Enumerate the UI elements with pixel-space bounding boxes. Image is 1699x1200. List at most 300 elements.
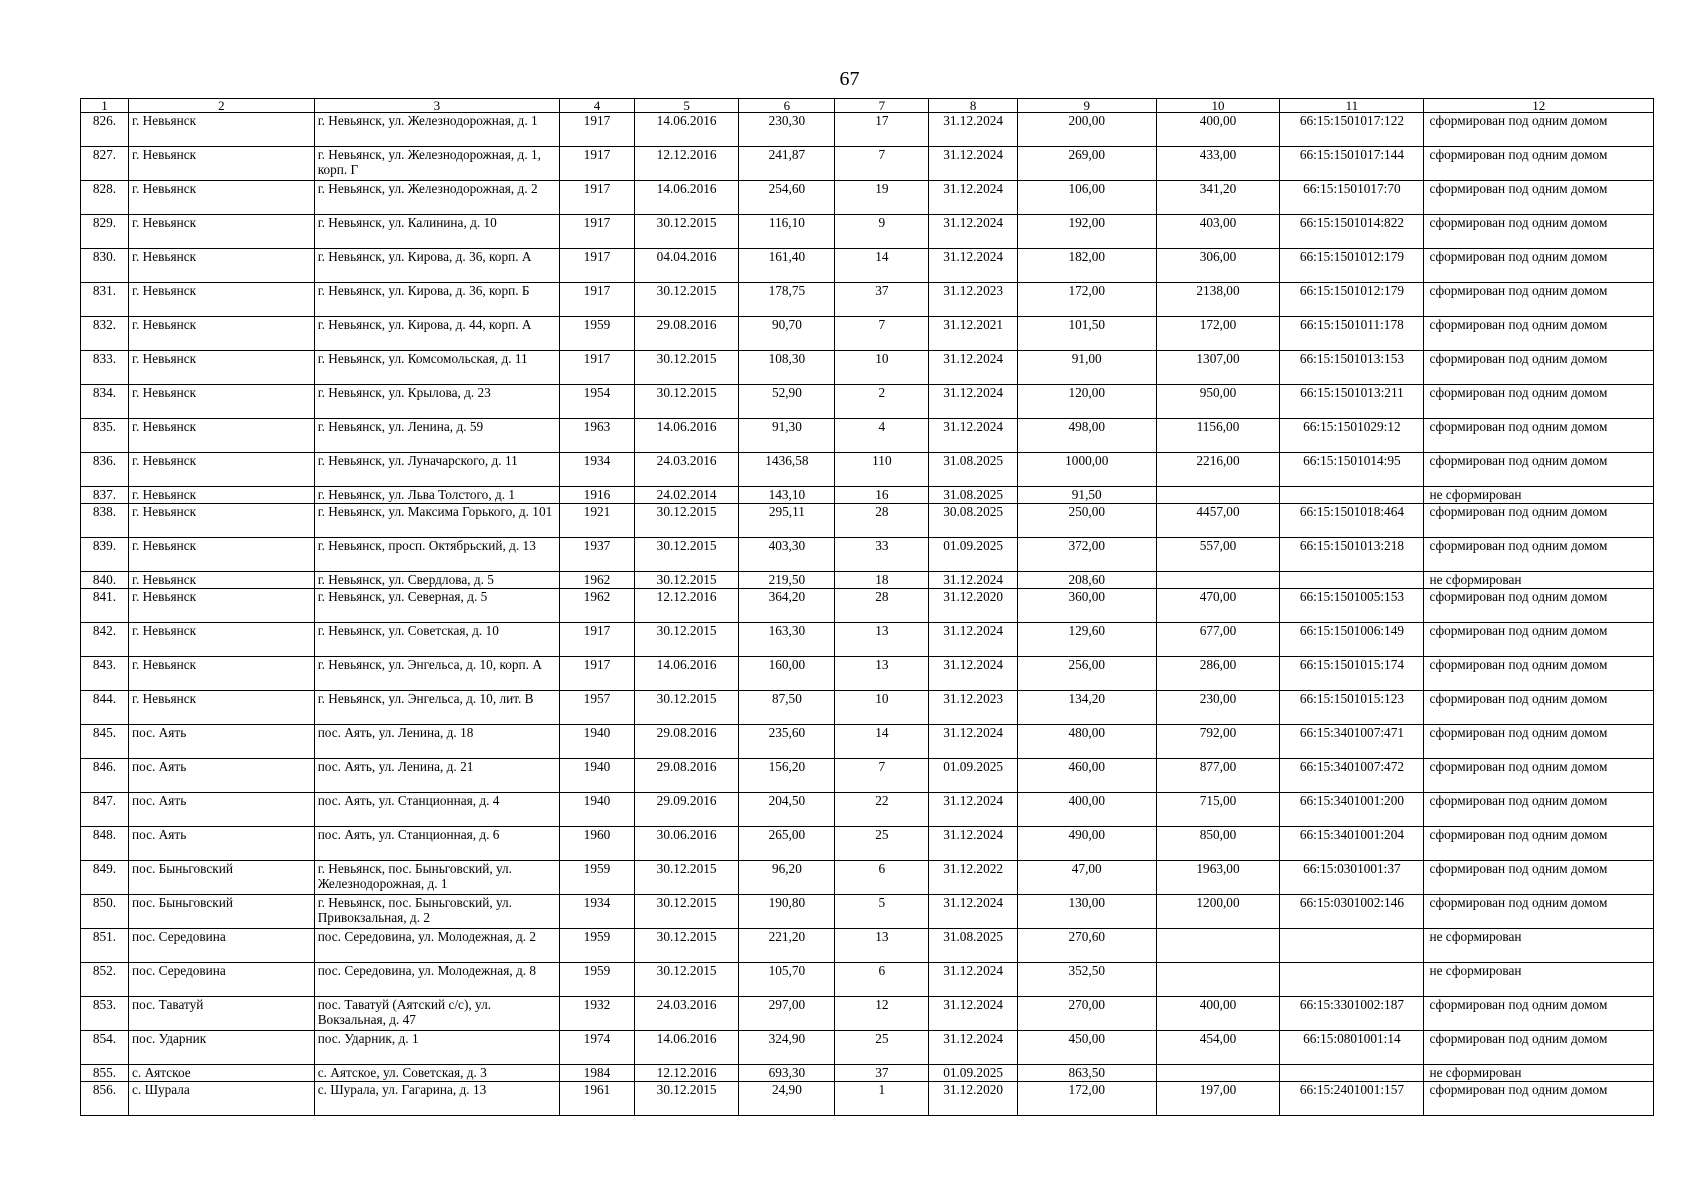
date-cell: 30.12.2015 bbox=[634, 572, 739, 589]
date-cell: 29.08.2016 bbox=[634, 725, 739, 759]
year-cell: 1940 bbox=[560, 759, 635, 793]
area-cell: 241,87 bbox=[739, 147, 835, 181]
status-cell: сформирован под одним домом bbox=[1424, 793, 1654, 827]
column-10-cell: 470,00 bbox=[1156, 589, 1280, 623]
row-number: 842. bbox=[81, 623, 129, 657]
column-9-cell: 250,00 bbox=[1017, 504, 1156, 538]
area-cell: 324,90 bbox=[739, 1031, 835, 1065]
count-cell: 14 bbox=[835, 725, 929, 759]
housing-table bbox=[80, 98, 1654, 1116]
count-cell: 4 bbox=[835, 419, 929, 453]
row-number: 837. bbox=[81, 487, 129, 504]
column-10-cell bbox=[1156, 1065, 1280, 1082]
table-row bbox=[81, 657, 1654, 691]
year-cell: 1961 bbox=[560, 1082, 635, 1116]
status-cell: сформирован под одним домом bbox=[1424, 504, 1654, 538]
column-10-cell bbox=[1156, 929, 1280, 963]
column-10-cell bbox=[1156, 963, 1280, 997]
address-cell: г. Невьянск, ул. Кирова, д. 44, корп. А bbox=[314, 317, 559, 351]
page-number: 67 bbox=[839, 68, 860, 90]
address-cell: пос. Аять, ул. Ленина, д. 21 bbox=[314, 759, 559, 793]
cadastral-number-cell: 66:15:1501013:218 bbox=[1280, 538, 1424, 572]
date-cell: 30.06.2016 bbox=[634, 827, 739, 861]
deadline-cell: 31.12.2024 bbox=[929, 623, 1018, 657]
settlement-cell: г. Невьянск bbox=[129, 147, 315, 181]
column-10-cell: 715,00 bbox=[1156, 793, 1280, 827]
deadline-cell: 31.08.2025 bbox=[929, 453, 1018, 487]
area-cell: 693,30 bbox=[739, 1065, 835, 1082]
table-row bbox=[81, 623, 1654, 657]
row-number: 843. bbox=[81, 657, 129, 691]
status-cell: сформирован под одним домом bbox=[1424, 113, 1654, 147]
row-number: 850. bbox=[81, 895, 129, 929]
date-cell: 29.08.2016 bbox=[634, 317, 739, 351]
address-cell: пос. Аять, ул. Станционная, д. 4 bbox=[314, 793, 559, 827]
year-cell: 1917 bbox=[560, 147, 635, 181]
column-10-cell: 1200,00 bbox=[1156, 895, 1280, 929]
row-number: 853. bbox=[81, 997, 129, 1031]
column-10-cell: 4457,00 bbox=[1156, 504, 1280, 538]
count-cell: 18 bbox=[835, 572, 929, 589]
address-cell: пос. Таватуй (Аятский с/с), ул. Вокзальная, д. 47 bbox=[314, 997, 559, 1031]
deadline-cell: 01.09.2025 bbox=[929, 759, 1018, 793]
column-9-cell: 91,50 bbox=[1017, 487, 1156, 504]
column-9-cell: 134,20 bbox=[1017, 691, 1156, 725]
column-10-cell: 433,00 bbox=[1156, 147, 1280, 181]
address-cell: г. Невьянск, ул. Советская, д. 10 bbox=[314, 623, 559, 657]
row-number: 849. bbox=[81, 861, 129, 895]
date-cell: 24.02.2014 bbox=[634, 487, 739, 504]
year-cell: 1959 bbox=[560, 317, 635, 351]
area-cell: 108,30 bbox=[739, 351, 835, 385]
address-cell: г. Невьянск, ул. Кирова, д. 36, корп. Б bbox=[314, 283, 559, 317]
row-number: 841. bbox=[81, 589, 129, 623]
year-cell: 1917 bbox=[560, 623, 635, 657]
count-cell: 12 bbox=[835, 997, 929, 1031]
column-10-cell: 877,00 bbox=[1156, 759, 1280, 793]
area-cell: 96,20 bbox=[739, 861, 835, 895]
column-9-cell: 1000,00 bbox=[1017, 453, 1156, 487]
row-number: 829. bbox=[81, 215, 129, 249]
count-cell: 14 bbox=[835, 249, 929, 283]
column-header: 5 bbox=[634, 99, 739, 113]
column-10-cell: 197,00 bbox=[1156, 1082, 1280, 1116]
deadline-cell: 31.12.2024 bbox=[929, 793, 1018, 827]
count-cell: 7 bbox=[835, 317, 929, 351]
cadastral-number-cell: 66:15:0801001:14 bbox=[1280, 1031, 1424, 1065]
column-9-cell: 270,00 bbox=[1017, 997, 1156, 1031]
deadline-cell: 31.12.2021 bbox=[929, 317, 1018, 351]
status-cell: не сформирован bbox=[1424, 487, 1654, 504]
area-cell: 295,11 bbox=[739, 504, 835, 538]
area-cell: 219,50 bbox=[739, 572, 835, 589]
column-9-cell: 460,00 bbox=[1017, 759, 1156, 793]
deadline-cell: 31.12.2022 bbox=[929, 861, 1018, 895]
cadastral-number-cell: 66:15:1501029:12 bbox=[1280, 419, 1424, 453]
date-cell: 29.09.2016 bbox=[634, 793, 739, 827]
cadastral-number-cell: 66:15:3401001:200 bbox=[1280, 793, 1424, 827]
column-10-cell: 454,00 bbox=[1156, 1031, 1280, 1065]
status-cell: сформирован под одним домом bbox=[1424, 725, 1654, 759]
date-cell: 30.12.2015 bbox=[634, 351, 739, 385]
area-cell: 403,30 bbox=[739, 538, 835, 572]
column-10-cell: 403,00 bbox=[1156, 215, 1280, 249]
cadastral-number-cell: 66:15:1501015:174 bbox=[1280, 657, 1424, 691]
area-cell: 1436,58 bbox=[739, 453, 835, 487]
year-cell: 1934 bbox=[560, 895, 635, 929]
year-cell: 1962 bbox=[560, 572, 635, 589]
row-number: 826. bbox=[81, 113, 129, 147]
row-number: 834. bbox=[81, 385, 129, 419]
year-cell: 1962 bbox=[560, 589, 635, 623]
date-cell: 30.12.2015 bbox=[634, 691, 739, 725]
date-cell: 14.06.2016 bbox=[634, 657, 739, 691]
table-row bbox=[81, 419, 1654, 453]
area-cell: 90,70 bbox=[739, 317, 835, 351]
count-cell: 7 bbox=[835, 759, 929, 793]
row-number: 839. bbox=[81, 538, 129, 572]
table-row bbox=[81, 997, 1654, 1031]
deadline-cell: 31.12.2023 bbox=[929, 691, 1018, 725]
settlement-cell: г. Невьянск bbox=[129, 317, 315, 351]
column-10-cell: 2138,00 bbox=[1156, 283, 1280, 317]
address-cell: г. Невьянск, ул. Железнодорожная, д. 2 bbox=[314, 181, 559, 215]
cadastral-number-cell: 66:15:0301001:37 bbox=[1280, 861, 1424, 895]
settlement-cell: с. Шурала bbox=[129, 1082, 315, 1116]
count-cell: 5 bbox=[835, 895, 929, 929]
status-cell: сформирован под одним домом bbox=[1424, 759, 1654, 793]
settlement-cell: пос. Таватуй bbox=[129, 997, 315, 1031]
column-10-cell: 950,00 bbox=[1156, 385, 1280, 419]
table-row bbox=[81, 929, 1654, 963]
year-cell: 1917 bbox=[560, 181, 635, 215]
date-cell: 29.08.2016 bbox=[634, 759, 739, 793]
address-cell: пос. Середовина, ул. Молодежная, д. 2 bbox=[314, 929, 559, 963]
year-cell: 1957 bbox=[560, 691, 635, 725]
column-10-cell: 341,20 bbox=[1156, 181, 1280, 215]
row-number: 855. bbox=[81, 1065, 129, 1082]
cadastral-number-cell: 66:15:1501012:179 bbox=[1280, 249, 1424, 283]
address-cell: г. Невьянск, ул. Крылова, д. 23 bbox=[314, 385, 559, 419]
year-cell: 1917 bbox=[560, 249, 635, 283]
column-header: 4 bbox=[560, 99, 635, 113]
date-cell: 30.12.2015 bbox=[634, 504, 739, 538]
cadastral-number-cell: 66:15:1501017:70 bbox=[1280, 181, 1424, 215]
row-number: 830. bbox=[81, 249, 129, 283]
row-number: 844. bbox=[81, 691, 129, 725]
count-cell: 37 bbox=[835, 1065, 929, 1082]
cadastral-number-cell: 66:15:2401001:157 bbox=[1280, 1082, 1424, 1116]
column-10-cell: 306,00 bbox=[1156, 249, 1280, 283]
cadastral-number-cell bbox=[1280, 929, 1424, 963]
row-number: 852. bbox=[81, 963, 129, 997]
column-10-cell: 557,00 bbox=[1156, 538, 1280, 572]
deadline-cell: 31.12.2024 bbox=[929, 657, 1018, 691]
cadastral-number-cell: 66:15:1501018:464 bbox=[1280, 504, 1424, 538]
column-header: 8 bbox=[929, 99, 1018, 113]
cadastral-number-cell: 66:15:1501017:122 bbox=[1280, 113, 1424, 147]
settlement-cell: г. Невьянск bbox=[129, 572, 315, 589]
settlement-cell: г. Невьянск bbox=[129, 691, 315, 725]
settlement-cell: г. Невьянск bbox=[129, 351, 315, 385]
count-cell: 25 bbox=[835, 1031, 929, 1065]
deadline-cell: 31.12.2024 bbox=[929, 572, 1018, 589]
table-row bbox=[81, 181, 1654, 215]
settlement-cell: пос. Аять bbox=[129, 759, 315, 793]
cadastral-number-cell: 66:15:3301002:187 bbox=[1280, 997, 1424, 1031]
area-cell: 364,20 bbox=[739, 589, 835, 623]
column-9-cell: 47,00 bbox=[1017, 861, 1156, 895]
column-10-cell: 1307,00 bbox=[1156, 351, 1280, 385]
count-cell: 10 bbox=[835, 691, 929, 725]
year-cell: 1960 bbox=[560, 827, 635, 861]
deadline-cell: 31.12.2024 bbox=[929, 997, 1018, 1031]
address-cell: с. Шурала, ул. Гагарина, д. 13 bbox=[314, 1082, 559, 1116]
deadline-cell: 31.12.2024 bbox=[929, 1031, 1018, 1065]
date-cell: 12.12.2016 bbox=[634, 589, 739, 623]
settlement-cell: г. Невьянск bbox=[129, 504, 315, 538]
status-cell: сформирован под одним домом bbox=[1424, 1031, 1654, 1065]
column-header: 6 bbox=[739, 99, 835, 113]
status-cell: сформирован под одним домом bbox=[1424, 147, 1654, 181]
count-cell: 9 bbox=[835, 215, 929, 249]
year-cell: 1917 bbox=[560, 283, 635, 317]
area-cell: 178,75 bbox=[739, 283, 835, 317]
cadastral-number-cell: 66:15:1501012:179 bbox=[1280, 283, 1424, 317]
row-number: 827. bbox=[81, 147, 129, 181]
table-row bbox=[81, 793, 1654, 827]
column-9-cell: 400,00 bbox=[1017, 793, 1156, 827]
count-cell: 22 bbox=[835, 793, 929, 827]
address-cell: г. Невьянск, ул. Железнодорожная, д. 1, корп. Г bbox=[314, 147, 559, 181]
table-row bbox=[81, 249, 1654, 283]
settlement-cell: г. Невьянск bbox=[129, 589, 315, 623]
cadastral-number-cell: 66:15:1501006:149 bbox=[1280, 623, 1424, 657]
settlement-cell: пос. Быньговский bbox=[129, 861, 315, 895]
cadastral-number-cell: 66:15:0301002:146 bbox=[1280, 895, 1424, 929]
date-cell: 04.04.2016 bbox=[634, 249, 739, 283]
settlement-cell: г. Невьянск bbox=[129, 385, 315, 419]
settlement-cell: г. Невьянск bbox=[129, 113, 315, 147]
column-10-cell: 230,00 bbox=[1156, 691, 1280, 725]
column-10-cell: 400,00 bbox=[1156, 997, 1280, 1031]
column-9-cell: 270,60 bbox=[1017, 929, 1156, 963]
deadline-cell: 30.08.2025 bbox=[929, 504, 1018, 538]
column-9-cell: 182,00 bbox=[1017, 249, 1156, 283]
table-row bbox=[81, 385, 1654, 419]
date-cell: 30.12.2015 bbox=[634, 538, 739, 572]
address-cell: пос. Середовина, ул. Молодежная, д. 8 bbox=[314, 963, 559, 997]
cadastral-number-cell: 66:15:1501014:822 bbox=[1280, 215, 1424, 249]
year-cell: 1984 bbox=[560, 1065, 635, 1082]
status-cell: сформирован под одним домом bbox=[1424, 538, 1654, 572]
date-cell: 14.06.2016 bbox=[634, 113, 739, 147]
count-cell: 6 bbox=[835, 963, 929, 997]
column-10-cell: 286,00 bbox=[1156, 657, 1280, 691]
year-cell: 1937 bbox=[560, 538, 635, 572]
year-cell: 1959 bbox=[560, 929, 635, 963]
column-header: 7 bbox=[835, 99, 929, 113]
area-cell: 235,60 bbox=[739, 725, 835, 759]
deadline-cell: 31.12.2024 bbox=[929, 827, 1018, 861]
column-9-cell: 91,00 bbox=[1017, 351, 1156, 385]
deadline-cell: 31.12.2024 bbox=[929, 385, 1018, 419]
year-cell: 1917 bbox=[560, 351, 635, 385]
table-row bbox=[81, 1082, 1654, 1116]
settlement-cell: г. Невьянск bbox=[129, 419, 315, 453]
status-cell: сформирован под одним домом bbox=[1424, 691, 1654, 725]
deadline-cell: 31.08.2025 bbox=[929, 487, 1018, 504]
status-cell: сформирован под одним домом bbox=[1424, 589, 1654, 623]
row-number: 856. bbox=[81, 1082, 129, 1116]
area-cell: 163,30 bbox=[739, 623, 835, 657]
row-number: 840. bbox=[81, 572, 129, 589]
column-header: 2 bbox=[129, 99, 315, 113]
column-9-cell: 120,00 bbox=[1017, 385, 1156, 419]
area-cell: 265,00 bbox=[739, 827, 835, 861]
count-cell: 2 bbox=[835, 385, 929, 419]
year-cell: 1940 bbox=[560, 793, 635, 827]
address-cell: пос. Аять, ул. Ленина, д. 18 bbox=[314, 725, 559, 759]
cadastral-number-cell bbox=[1280, 1065, 1424, 1082]
table-row bbox=[81, 1031, 1654, 1065]
cadastral-number-cell: 66:15:1501013:153 bbox=[1280, 351, 1424, 385]
count-cell: 28 bbox=[835, 589, 929, 623]
area-cell: 221,20 bbox=[739, 929, 835, 963]
address-cell: г. Невьянск, ул. Максима Горького, д. 101 bbox=[314, 504, 559, 538]
status-cell: не сформирован bbox=[1424, 1065, 1654, 1082]
column-9-cell: 480,00 bbox=[1017, 725, 1156, 759]
table-row bbox=[81, 215, 1654, 249]
status-cell: сформирован под одним домом bbox=[1424, 895, 1654, 929]
deadline-cell: 31.12.2024 bbox=[929, 895, 1018, 929]
column-9-cell: 490,00 bbox=[1017, 827, 1156, 861]
address-cell: г. Невьянск, ул. Кирова, д. 36, корп. А bbox=[314, 249, 559, 283]
count-cell: 33 bbox=[835, 538, 929, 572]
column-9-cell: 172,00 bbox=[1017, 283, 1156, 317]
settlement-cell: г. Невьянск bbox=[129, 215, 315, 249]
date-cell: 30.12.2015 bbox=[634, 623, 739, 657]
count-cell: 17 bbox=[835, 113, 929, 147]
cadastral-number-cell bbox=[1280, 963, 1424, 997]
status-cell: сформирован под одним домом bbox=[1424, 657, 1654, 691]
year-cell: 1954 bbox=[560, 385, 635, 419]
address-cell: г. Невьянск, ул. Энгельса, д. 10, корп. А bbox=[314, 657, 559, 691]
count-cell: 13 bbox=[835, 657, 929, 691]
deadline-cell: 31.08.2025 bbox=[929, 929, 1018, 963]
row-number: 851. bbox=[81, 929, 129, 963]
year-cell: 1932 bbox=[560, 997, 635, 1031]
area-cell: 91,30 bbox=[739, 419, 835, 453]
row-number: 828. bbox=[81, 181, 129, 215]
settlement-cell: с. Аятское bbox=[129, 1065, 315, 1082]
status-cell: сформирован под одним домом bbox=[1424, 419, 1654, 453]
table-row bbox=[81, 147, 1654, 181]
count-cell: 13 bbox=[835, 929, 929, 963]
cadastral-number-cell bbox=[1280, 487, 1424, 504]
column-9-cell: 200,00 bbox=[1017, 113, 1156, 147]
area-cell: 190,80 bbox=[739, 895, 835, 929]
count-cell: 7 bbox=[835, 147, 929, 181]
deadline-cell: 31.12.2024 bbox=[929, 725, 1018, 759]
column-9-cell: 101,50 bbox=[1017, 317, 1156, 351]
status-cell: сформирован под одним домом bbox=[1424, 453, 1654, 487]
table-row bbox=[81, 895, 1654, 929]
year-cell: 1963 bbox=[560, 419, 635, 453]
area-cell: 204,50 bbox=[739, 793, 835, 827]
settlement-cell: пос. Середовина bbox=[129, 929, 315, 963]
column-header: 1 bbox=[81, 99, 129, 113]
status-cell: сформирован под одним домом bbox=[1424, 1082, 1654, 1116]
settlement-cell: г. Невьянск bbox=[129, 249, 315, 283]
status-cell: сформирован под одним домом bbox=[1424, 385, 1654, 419]
cadastral-number-cell: 66:15:3401007:471 bbox=[1280, 725, 1424, 759]
deadline-cell: 31.12.2020 bbox=[929, 589, 1018, 623]
address-cell: г. Невьянск, ул. Калинина, д. 10 bbox=[314, 215, 559, 249]
deadline-cell: 31.12.2024 bbox=[929, 215, 1018, 249]
area-cell: 156,20 bbox=[739, 759, 835, 793]
column-9-cell: 498,00 bbox=[1017, 419, 1156, 453]
year-cell: 1917 bbox=[560, 113, 635, 147]
address-cell: г. Невьянск, пос. Быньговский, ул. Железнодорожная, д. 1 bbox=[314, 861, 559, 895]
status-cell: сформирован под одним домом bbox=[1424, 317, 1654, 351]
cadastral-number-cell: 66:15:1501013:211 bbox=[1280, 385, 1424, 419]
year-cell: 1959 bbox=[560, 963, 635, 997]
table-row bbox=[81, 317, 1654, 351]
cadastral-number-cell: 66:15:1501005:153 bbox=[1280, 589, 1424, 623]
table-row bbox=[81, 504, 1654, 538]
date-cell: 30.12.2015 bbox=[634, 895, 739, 929]
date-cell: 14.06.2016 bbox=[634, 419, 739, 453]
row-number: 854. bbox=[81, 1031, 129, 1065]
address-cell: г. Невьянск, ул. Комсомольская, д. 11 bbox=[314, 351, 559, 385]
settlement-cell: пос. Ударник bbox=[129, 1031, 315, 1065]
column-10-cell: 400,00 bbox=[1156, 113, 1280, 147]
address-cell: г. Невьянск, ул. Льва Толстого, д. 1 bbox=[314, 487, 559, 504]
status-cell: сформирован под одним домом bbox=[1424, 997, 1654, 1031]
area-cell: 143,10 bbox=[739, 487, 835, 504]
column-9-cell: 256,00 bbox=[1017, 657, 1156, 691]
year-cell: 1959 bbox=[560, 861, 635, 895]
column-9-cell: 172,00 bbox=[1017, 1082, 1156, 1116]
date-cell: 24.03.2016 bbox=[634, 453, 739, 487]
deadline-cell: 01.09.2025 bbox=[929, 538, 1018, 572]
row-number: 846. bbox=[81, 759, 129, 793]
area-cell: 87,50 bbox=[739, 691, 835, 725]
column-header: 12 bbox=[1424, 99, 1654, 113]
row-number: 848. bbox=[81, 827, 129, 861]
status-cell: сформирован под одним домом bbox=[1424, 623, 1654, 657]
column-header: 9 bbox=[1017, 99, 1156, 113]
area-cell: 297,00 bbox=[739, 997, 835, 1031]
column-10-cell: 1963,00 bbox=[1156, 861, 1280, 895]
status-cell: сформирован под одним домом bbox=[1424, 181, 1654, 215]
cadastral-number-cell: 66:15:3401007:472 bbox=[1280, 759, 1424, 793]
cadastral-number-cell: 66:15:1501014:95 bbox=[1280, 453, 1424, 487]
table-row bbox=[81, 453, 1654, 487]
address-cell: г. Невьянск, ул. Ленина, д. 59 bbox=[314, 419, 559, 453]
year-cell: 1917 bbox=[560, 215, 635, 249]
row-number: 836. bbox=[81, 453, 129, 487]
table-row bbox=[81, 351, 1654, 385]
year-cell: 1934 bbox=[560, 453, 635, 487]
date-cell: 30.12.2015 bbox=[634, 963, 739, 997]
cadastral-number-cell bbox=[1280, 572, 1424, 589]
area-cell: 160,00 bbox=[739, 657, 835, 691]
column-9-cell: 130,00 bbox=[1017, 895, 1156, 929]
column-10-cell: 172,00 bbox=[1156, 317, 1280, 351]
column-9-cell: 360,00 bbox=[1017, 589, 1156, 623]
